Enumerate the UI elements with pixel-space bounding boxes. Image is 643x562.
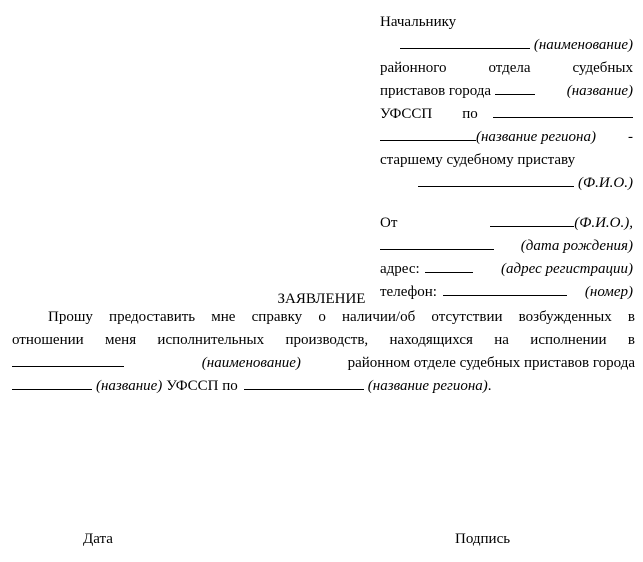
date-label: Дата: [83, 531, 113, 547]
addressee-line-department: районного отдела судебных: [380, 60, 633, 76]
body-department-hint: (наименование): [201, 355, 301, 371]
body-line-4: [12, 375, 635, 398]
body-city-blank[interactable]: [12, 375, 92, 390]
phone-label: телефон:: [380, 284, 437, 300]
applicant-fio-blank[interactable]: [490, 212, 574, 227]
body-department-text: районном отделе судебных приставов города: [347, 355, 635, 371]
body-ufssp-text: УФССП по: [166, 378, 238, 394]
senior-fio-hint: (Ф.И.О.): [578, 175, 633, 191]
addressee-department-name-line: [380, 34, 633, 57]
body-line-1: Прошу предоставить мне справку о наличии/об отсутствии возбужденных в: [48, 309, 635, 325]
signature-label: Подпись: [455, 531, 511, 547]
body-city-hint: (название): [96, 378, 163, 394]
addressee-region-line: [380, 126, 633, 149]
bailiffs-city-text: приставов города: [380, 83, 492, 99]
senior-bailiff-fio-line: [380, 172, 633, 195]
body-line-2: отношении меня исполнительных производств, находящихся на исполнении в: [12, 332, 635, 348]
application-body: [12, 306, 635, 398]
ufssp-text: УФССП: [380, 106, 433, 122]
birthdate-blank[interactable]: [380, 235, 494, 250]
applicant-fio-hint: (Ф.И.О.),: [574, 215, 633, 231]
senior-fio-blank[interactable]: [418, 172, 574, 187]
phone-hint: (номер): [584, 284, 633, 300]
applicant-address-line: [380, 258, 633, 281]
body-region-hint: (название региона): [367, 378, 488, 394]
birthdate-hint: (дата рождения): [520, 238, 633, 254]
body-line-3: [12, 352, 635, 375]
city-hint: (название): [566, 83, 633, 99]
region-blank[interactable]: [493, 103, 633, 118]
applicant-birth-line: [380, 235, 633, 258]
senior-bailiff-line: старшему судебному приставу: [380, 152, 576, 168]
po-text: по: [462, 106, 478, 122]
body-period: .: [487, 378, 492, 394]
address-hint: (адрес регистрации): [501, 261, 633, 277]
body-region-blank[interactable]: [244, 375, 364, 390]
department-name-blank[interactable]: [400, 34, 530, 49]
city-blank[interactable]: [495, 80, 535, 95]
addressee-title: Начальнику: [380, 14, 457, 30]
region-hint: (название региона): [476, 129, 596, 145]
document-title: ЗАЯВЛЕНИЕ: [277, 291, 366, 307]
address-label: адрес:: [380, 261, 420, 277]
address-blank[interactable]: [425, 258, 473, 273]
body-department-blank[interactable]: [12, 352, 124, 367]
addressee-city-line: [380, 80, 633, 103]
department-name-hint: (наименование): [533, 37, 633, 53]
from-text: От: [380, 215, 398, 231]
dash-text: -: [628, 129, 633, 145]
addressee-ufssp-line: [380, 103, 633, 126]
applicant-fio-line: [380, 212, 633, 235]
region-name-blank[interactable]: [380, 126, 476, 141]
